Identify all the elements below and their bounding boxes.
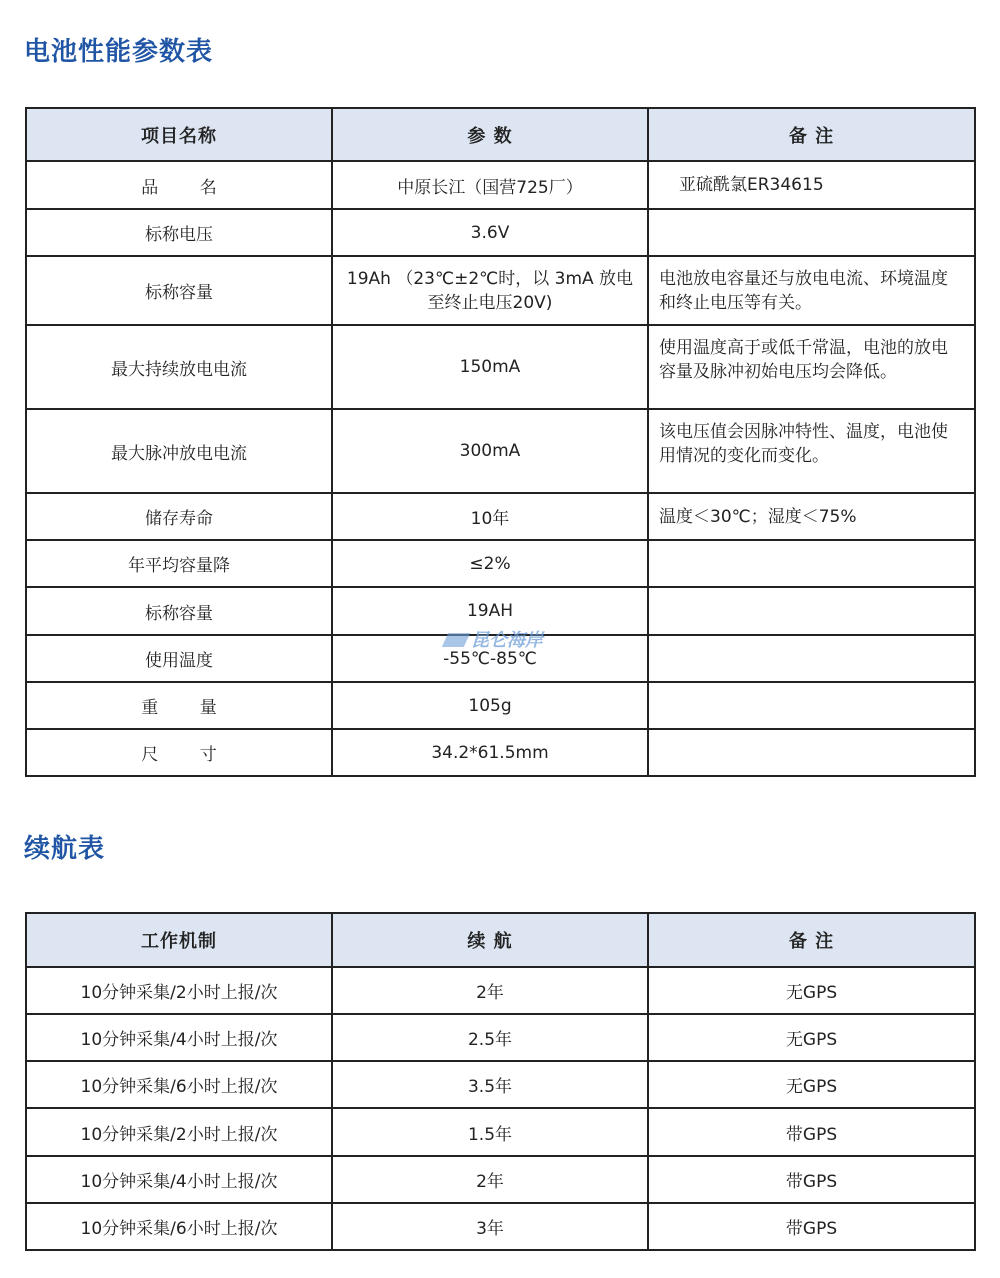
row-label: 重 量 [26, 682, 332, 729]
row-label: 标称容量 [26, 256, 332, 325]
row-value: ≤2% [332, 540, 648, 587]
specs-header-row [26, 108, 975, 161]
row-note: 无GPS [648, 1061, 975, 1108]
specs-table [25, 107, 976, 777]
header-item-name: 项目名称 [26, 108, 332, 161]
row-label: 使用温度 [26, 635, 332, 682]
header-duration: 续 航 [332, 913, 648, 967]
header-note: 备 注 [648, 913, 975, 967]
table-row [26, 409, 975, 493]
table-row [26, 635, 975, 682]
row-label: 年平均容量降 [26, 540, 332, 587]
endurance-title: 续航表 [24, 834, 106, 864]
row-mode: 10分钟采集/4小时上报/次 [26, 1014, 332, 1061]
table-row [26, 493, 975, 540]
row-note: 电池放电容量还与放电电流、环境温度和终止电压等有关。 [648, 256, 975, 325]
row-label: 品 名 [26, 161, 332, 209]
table-row [26, 1014, 975, 1061]
row-value: 10年 [332, 493, 648, 540]
row-label: 尺 寸 [26, 729, 332, 776]
table-row [26, 967, 975, 1014]
row-note: 无GPS [648, 1014, 975, 1061]
endurance-table [25, 912, 976, 1251]
table-row [26, 1156, 975, 1203]
row-mode: 10分钟采集/2小时上报/次 [26, 1108, 332, 1156]
row-note: 使用温度高于或低千常温，电池的放电容量及脉冲初始电压均会降低。 [648, 325, 975, 409]
row-duration: 3.5年 [332, 1061, 648, 1108]
row-value: 中原长江（国营725厂） [332, 161, 648, 209]
table-row [26, 540, 975, 587]
row-value: 19AH [332, 587, 648, 635]
row-note [648, 635, 975, 682]
row-value: 150mA [332, 325, 648, 409]
row-note [648, 540, 975, 587]
table-row [26, 256, 975, 325]
row-note: 带GPS [648, 1203, 975, 1250]
row-mode: 10分钟采集/6小时上报/次 [26, 1061, 332, 1108]
row-value: 34.2*61.5mm [332, 729, 648, 776]
table-row [26, 1061, 975, 1108]
table-row [26, 729, 975, 776]
table-row [26, 1203, 975, 1250]
row-value: 3.6V [332, 209, 648, 256]
endurance-header-row [26, 913, 975, 967]
row-label: 最大脉冲放电电流 [26, 409, 332, 493]
row-note [648, 682, 975, 729]
row-label: 标称容量 [26, 587, 332, 635]
table-row [26, 161, 975, 209]
row-value: -55℃-85℃ [332, 635, 648, 682]
header-note: 备 注 [648, 108, 975, 161]
row-mode: 10分钟采集/2小时上报/次 [26, 967, 332, 1014]
row-duration: 3年 [332, 1203, 648, 1250]
table-row [26, 587, 975, 635]
table-row [26, 325, 975, 409]
row-note [648, 729, 975, 776]
row-duration: 2年 [332, 1156, 648, 1203]
table-row [26, 682, 975, 729]
table-row [26, 209, 975, 256]
row-label: 标称电压 [26, 209, 332, 256]
row-duration: 1.5年 [332, 1108, 648, 1156]
header-param: 参 数 [332, 108, 648, 161]
row-label: 储存寿命 [26, 493, 332, 540]
watermark-text: 昆仑海岸 [471, 630, 543, 651]
row-duration: 2.5年 [332, 1014, 648, 1061]
row-note: 无GPS [648, 967, 975, 1014]
table-row [26, 1108, 975, 1156]
specs-title: 电池性能参数表 [24, 37, 214, 67]
row-note [648, 209, 975, 256]
row-note: 带GPS [648, 1156, 975, 1203]
header-mode: 工作机制 [26, 913, 332, 967]
row-value: 300mA [332, 409, 648, 493]
row-note: 温度＜30℃；湿度＜75% [648, 493, 975, 540]
row-mode: 10分钟采集/6小时上报/次 [26, 1203, 332, 1250]
row-note [648, 587, 975, 635]
row-label: 最大持续放电电流 [26, 325, 332, 409]
row-value: 105g [332, 682, 648, 729]
row-duration: 2年 [332, 967, 648, 1014]
row-note: 亚硫酰氯ER34615 [648, 161, 975, 209]
row-mode: 10分钟采集/4小时上报/次 [26, 1156, 332, 1203]
row-note: 带GPS [648, 1108, 975, 1156]
row-value: 19Ah （23℃±2℃时，以 3mA 放电至终止电压20V) [332, 256, 648, 325]
row-note: 该电压值会因脉冲特性、温度，电池使用情况的变化而变化。 [648, 409, 975, 493]
